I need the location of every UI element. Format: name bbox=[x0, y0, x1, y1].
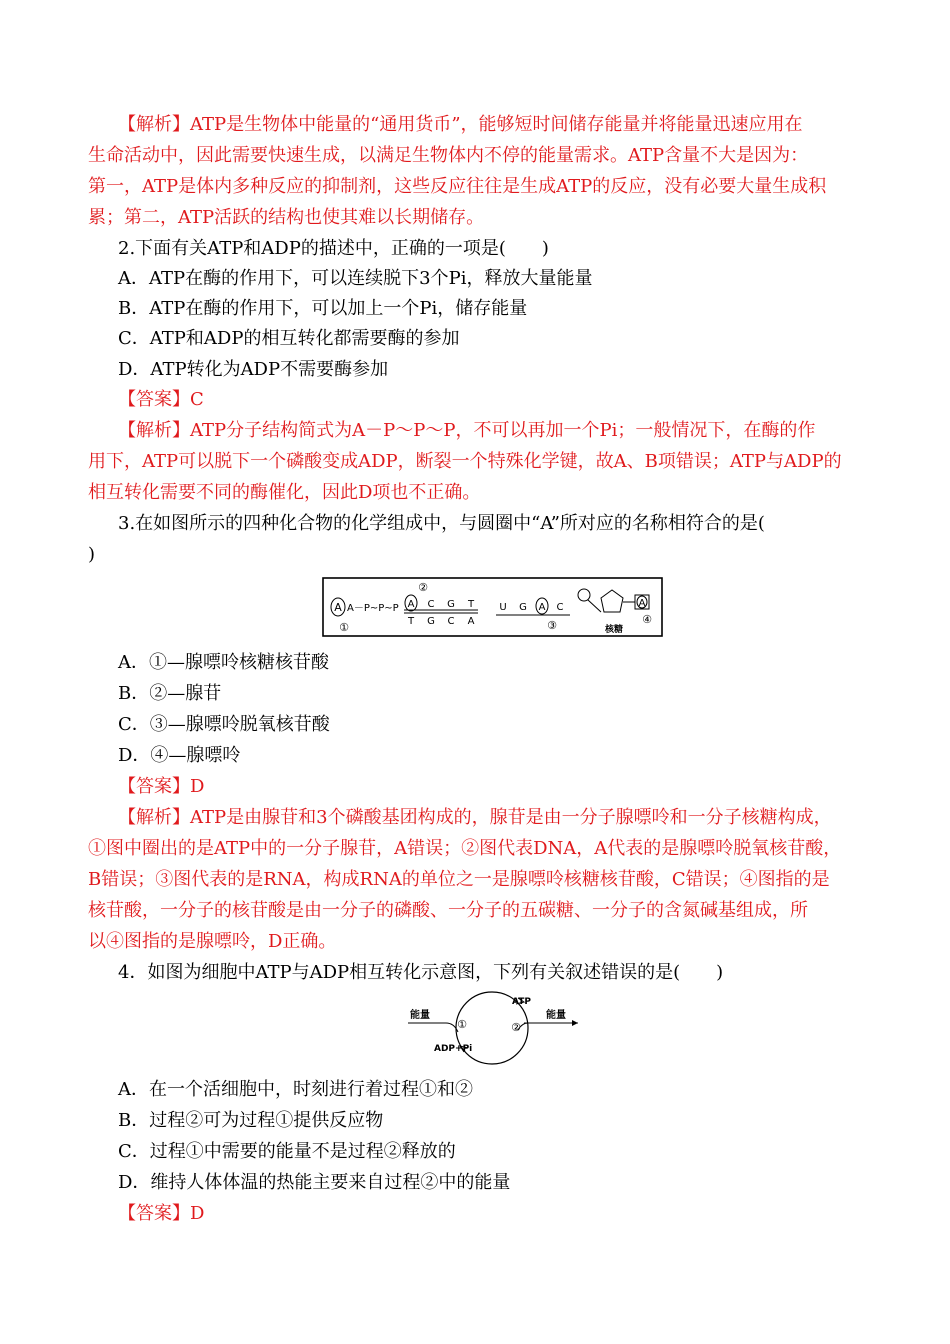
dna-top-base: G bbox=[447, 599, 455, 610]
q2-analysis-line: 相互转化需要不同的酶催化，因此D项也不正确。 bbox=[88, 482, 481, 503]
q3-analysis-line: 【解析】ATP是由腺苷和3个磷酸基团构成的，腺苷是由一分子腺嘌呤和一分子核糖构成， bbox=[118, 807, 832, 828]
rna-base: U bbox=[499, 602, 507, 613]
q3-stem: 3.在如图所示的四种化合物的化学组成中，与圆圈中“A”所对应的名称相符合的是( bbox=[118, 513, 765, 534]
adp-pi-label: ADP+Pi bbox=[434, 1044, 473, 1054]
q3-option-c: C．③—腺嘌呤脱氧核苷酸 bbox=[118, 714, 330, 735]
q3-option-d: D．④—腺嘌呤 bbox=[118, 745, 241, 766]
process-2-mark: ② bbox=[511, 1021, 521, 1034]
q1-analysis-line: 【解析】ATP是生物体中能量的“通用货币”，能够短时间储存能量并将能量迅速应用在 bbox=[118, 114, 803, 135]
atp-circled-a: A bbox=[334, 601, 342, 614]
dna-top-base: C bbox=[427, 599, 435, 610]
q4-stem: 4．如图为细胞中ATP与ADP相互转化示意图，下列有关叙述错误的是( ) bbox=[118, 962, 724, 983]
dna-bottom-base: G bbox=[427, 616, 435, 627]
ribose-label: 核糖 bbox=[604, 625, 624, 635]
dna-bottom-base: T bbox=[407, 616, 415, 627]
q4-option-c: C．过程①中需要的能量不是过程②释放的 bbox=[118, 1141, 456, 1162]
q4-option-a: A．在一个活细胞中，时刻进行着过程①和② bbox=[118, 1079, 473, 1100]
q3-analysis-line: 以④图指的是腺嘌呤，D正确。 bbox=[88, 931, 337, 952]
q2-answer: 【答案】C bbox=[118, 389, 204, 410]
energy-in-label: 能量 bbox=[410, 1010, 430, 1021]
dna-top-base: A bbox=[407, 599, 415, 610]
q2-option-b: B．ATP在酶的作用下，可以加上一个Pi，储存能量 bbox=[118, 298, 528, 319]
q3-analysis-line: B错误；③图代表的是RNA，构成RNA的单位之一是腺嘌呤核糖核苷酸，C错误；④图指的是 bbox=[88, 869, 830, 890]
q1-analysis-line: 第一，ATP是体内多种反应的抑制剂，这些反应往往是生成ATP的反应，没有必要大量生成积 bbox=[88, 176, 827, 197]
q4-figure bbox=[406, 988, 586, 1066]
q4-option-d: D．维持人体体温的热能主要来自过程②中的能量 bbox=[118, 1172, 511, 1193]
dna-top-base: T bbox=[467, 599, 475, 610]
q1-analysis-line: 累；第二，ATP活跃的结构也使其难以长期储存。 bbox=[88, 207, 485, 228]
nucleotide-base: A bbox=[638, 598, 646, 609]
atp-structure-label: A－P~P~P bbox=[347, 603, 399, 614]
q4-answer: 【答案】D bbox=[118, 1203, 205, 1224]
mark-3: ③ bbox=[547, 619, 557, 632]
dna-bottom-base: C bbox=[447, 616, 455, 627]
rna-base: G bbox=[519, 602, 527, 613]
q2-stem: 2.下面有关ATP和ADP的描述中，正确的一项是( ) bbox=[118, 238, 549, 259]
q3-option-b: B．②—腺苷 bbox=[118, 683, 222, 704]
q2-option-a: A．ATP在酶的作用下，可以连续脱下3个Pi，释放大量能量 bbox=[118, 268, 593, 289]
q1-analysis-line: 生命活动中，因此需要快速生成，以满足生物体内不停的能量需求。ATP含量不大是因为： bbox=[88, 145, 809, 166]
mark-4: ④ bbox=[642, 613, 652, 626]
q2-analysis-line: 【解析】ATP分子结构简式为A－P～P～P，不可以再加一个Pi；一般情况下，在酶的作 bbox=[118, 420, 816, 441]
mark-2: ② bbox=[418, 581, 428, 594]
q2-analysis-line: 用下，ATP可以脱下一个磷酸变成ADP，断裂一个特殊化学键，故A、B项错误；ATP与ADP的 bbox=[88, 451, 842, 472]
energy-out-label: 能量 bbox=[546, 1010, 566, 1021]
q3-option-a: A．①—腺嘌呤核糖核苷酸 bbox=[118, 652, 329, 673]
mark-1: ① bbox=[339, 621, 349, 634]
atp-label: ATP bbox=[512, 997, 532, 1007]
q3-figure bbox=[322, 576, 664, 638]
q2-option-c: C．ATP和ADP的相互转化都需要酶的参加 bbox=[118, 328, 460, 349]
q3-answer: 【答案】D bbox=[118, 776, 205, 797]
process-1-mark: ① bbox=[457, 1018, 467, 1031]
q4-option-b: B．过程②可为过程①提供反应物 bbox=[118, 1110, 384, 1131]
rna-base: C bbox=[556, 602, 564, 613]
q3-analysis-line: ①图中圈出的是ATP中的一分子腺苷，A错误；②图代表DNA，A代表的是腺嘌呤脱氧核苷酸， bbox=[88, 838, 842, 859]
q3-analysis-line: 核苷酸，一分子的核苷酸是由一分子的磷酸、一分子的五碳糖、一分子的含氮碱基组成，所 bbox=[88, 900, 808, 921]
q2-option-d: D．ATP转化为ADP不需要酶参加 bbox=[118, 359, 389, 380]
q3-stem-cont: ) bbox=[88, 544, 96, 565]
dna-bottom-base: A bbox=[467, 616, 475, 627]
rna-base: A bbox=[538, 602, 546, 613]
